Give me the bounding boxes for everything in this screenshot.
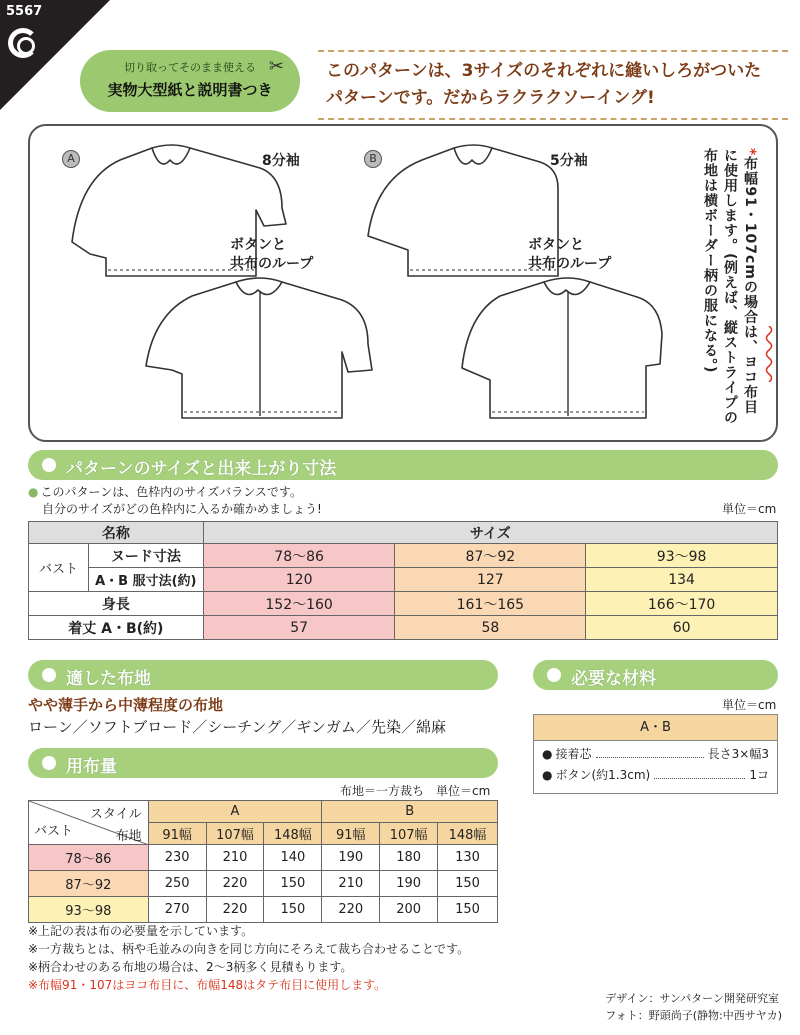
size-unit: 単位＝cm <box>722 502 777 516</box>
yardage-cell: 210 <box>206 845 264 871</box>
section-dot-icon <box>42 756 56 770</box>
yardage-cell: 130 <box>438 845 498 871</box>
size-row-label: 身長 <box>29 592 204 616</box>
material-value: 1コ <box>749 768 769 782</box>
yardage-cell: 220 <box>322 897 380 923</box>
headline-line-1: このパターンは、3サイズのそれぞれに縫いしろがついた <box>326 61 762 81</box>
yardage-cell: 190 <box>322 845 380 871</box>
material-name: ● 接着芯 <box>542 745 592 762</box>
footnotes <box>28 922 469 994</box>
section-dot-icon <box>42 458 56 472</box>
material-name: ● ボタン(約1.3cm) <box>542 766 650 783</box>
yardage-cell: 210 <box>322 871 380 897</box>
size-section-title: パターンのサイズと出来上がり寸法 <box>66 459 337 479</box>
yardage-bust: 78〜86 <box>29 845 149 871</box>
style-b-head: B <box>322 801 498 823</box>
fabric-section-title: 適した布地 <box>66 669 151 689</box>
credits <box>605 990 782 1024</box>
b-loop-note-line-2: 共布のループ <box>528 256 612 272</box>
size-cell: 120 <box>203 568 395 592</box>
yardage-table <box>28 800 498 923</box>
yardage-cell: 150 <box>264 897 322 923</box>
footnote-3: ※柄合わせのある布地の場合は、2〜3柄多く見積もります。 <box>28 960 353 974</box>
illustration-box <box>28 124 778 442</box>
note-asterisk: * <box>742 148 758 157</box>
yardage-unit-note: 布地＝一方裁ち 単位＝cm <box>340 784 491 798</box>
size-cell: 161〜165 <box>395 592 586 616</box>
pattern-number: 5567 <box>6 4 43 19</box>
section-dot-icon <box>42 668 56 682</box>
materials-section-header <box>533 660 778 690</box>
scissors-icon: ✂ <box>268 56 284 77</box>
yardage-bust: 87〜92 <box>29 871 149 897</box>
yardage-cell: 220 <box>206 871 264 897</box>
footnote-1: ※上記の表は布の必要量を示しています。 <box>28 924 254 938</box>
credit-design: デザイン：サンパターン開発研究室 <box>605 992 779 1005</box>
yardage-cell: 190 <box>380 871 438 897</box>
credit-photo: フォト：野頭尚子(静物:中西サヤカ) <box>605 1009 782 1022</box>
size-note-line-1: ● このパターンは、色枠内のサイズバランスです。 <box>28 484 322 501</box>
size-section-header <box>28 450 778 480</box>
fabric-grain-note <box>700 148 760 428</box>
size-cell: 57 <box>203 616 395 640</box>
yardage-cell: 140 <box>264 845 322 871</box>
yardage-cell: 250 <box>148 871 206 897</box>
size-row-label: ヌード寸法 <box>88 544 203 568</box>
size-cell: 87〜92 <box>395 544 586 568</box>
leader-dots <box>596 745 704 758</box>
footnote-4: ※布幅91・107はヨコ布目に、布幅148はタテ布目に使用します。 <box>28 978 387 992</box>
a-loop-note <box>230 236 313 274</box>
section-dot-icon <box>547 668 561 682</box>
a-loop-note-line-1: ボタンと <box>230 237 286 253</box>
b-loop-note <box>528 236 611 274</box>
yardage-cell: 220 <box>206 897 264 923</box>
style-b-label: B <box>364 150 382 168</box>
yardage-section-header <box>28 748 498 778</box>
yardage-cell: 150 <box>438 897 498 923</box>
size-cell: 152〜160 <box>203 592 395 616</box>
style-a-back-illustration <box>142 274 382 424</box>
size-row-label: 着丈 A・B(約) <box>29 616 204 640</box>
material-item <box>534 741 777 762</box>
size-cell: 127 <box>395 568 586 592</box>
yardage-cell: 230 <box>148 845 206 871</box>
yardage-cell: 200 <box>380 897 438 923</box>
width-head: 148幅 <box>438 823 498 845</box>
yardage-bust: 93〜98 <box>29 897 149 923</box>
style-b-back-illustration <box>450 274 690 424</box>
leader-dots <box>654 766 745 779</box>
style-a-head: A <box>148 801 322 823</box>
materials-table <box>533 714 778 794</box>
size-cell: 60 <box>586 616 778 640</box>
style-a-label: A <box>62 150 80 168</box>
headline-line-2: パターンです。だからラクラクソーイング! <box>326 88 655 108</box>
material-value: 長さ3×幅3 <box>707 747 769 761</box>
materials-section-title: 必要な材料 <box>571 669 656 689</box>
size-head-name: 名称 <box>29 522 204 544</box>
brand-logo-icon <box>8 28 38 58</box>
diag-width-label: 布地 <box>115 829 142 844</box>
a-loop-note-line-2: 共布のループ <box>230 256 314 272</box>
fabric-type: やや薄手から中薄程度の布地 <box>28 696 224 714</box>
diag-style-label: スタイル <box>89 807 142 822</box>
materials-unit: 単位＝cm <box>722 698 777 712</box>
width-head: 91幅 <box>322 823 380 845</box>
size-cell: 166〜170 <box>586 592 778 616</box>
yardage-section-title: 用布量 <box>66 757 117 777</box>
bust-label: バスト <box>29 544 89 592</box>
pill-title: 実物大型紙と説明書つき <box>107 81 273 99</box>
diag-bust-label: バスト <box>34 824 74 839</box>
width-head: 91幅 <box>148 823 206 845</box>
size-note-line-2: 自分のサイズがどの色枠内に入るか確かめましょう! <box>42 502 322 516</box>
fabric-grain-note-text: 布幅91・107cmの場合は、ヨコ布目に使用します。(例えば、縦ストライプの布地は横ボーダー柄の服になる。) <box>702 148 758 426</box>
a-sleeve-label: 8分袖 <box>262 153 300 169</box>
size-cell: 134 <box>586 568 778 592</box>
width-head: 148幅 <box>264 823 322 845</box>
yardage-cell: 150 <box>264 871 322 897</box>
yardage-cell: 150 <box>438 871 498 897</box>
b-sleeve-label: 5分袖 <box>550 153 588 169</box>
size-cell: 58 <box>395 616 586 640</box>
materials-head: A・B <box>534 715 777 741</box>
fabric-section-header <box>28 660 498 690</box>
width-head: 107幅 <box>380 823 438 845</box>
yardage-cell: 270 <box>148 897 206 923</box>
b-loop-note-line-1: ボタンと <box>528 237 584 253</box>
width-head: 107幅 <box>206 823 264 845</box>
size-cell: 78〜86 <box>203 544 395 568</box>
wavy-underline-icon <box>762 326 776 382</box>
size-table <box>28 521 778 640</box>
fabric-list: ローン／ソフトブロード／シーチング／ギンガム／先染／綿麻 <box>28 718 447 736</box>
footnote-2: ※一方裁ちとは、柄や毛並みの向きを同じ方向にそろえて裁ち合わせることです。 <box>28 942 470 956</box>
headline <box>318 50 788 120</box>
material-item <box>534 762 777 783</box>
size-cell: 93〜98 <box>586 544 778 568</box>
size-row-label: A・B 服寸法(約) <box>88 568 203 592</box>
size-note <box>28 484 322 518</box>
yardage-cell: 180 <box>380 845 438 871</box>
size-head-size: サイズ <box>203 522 777 544</box>
pill-subtitle: 切り取ってそのまま使える <box>124 61 256 74</box>
pattern-feature-pill <box>80 50 300 112</box>
